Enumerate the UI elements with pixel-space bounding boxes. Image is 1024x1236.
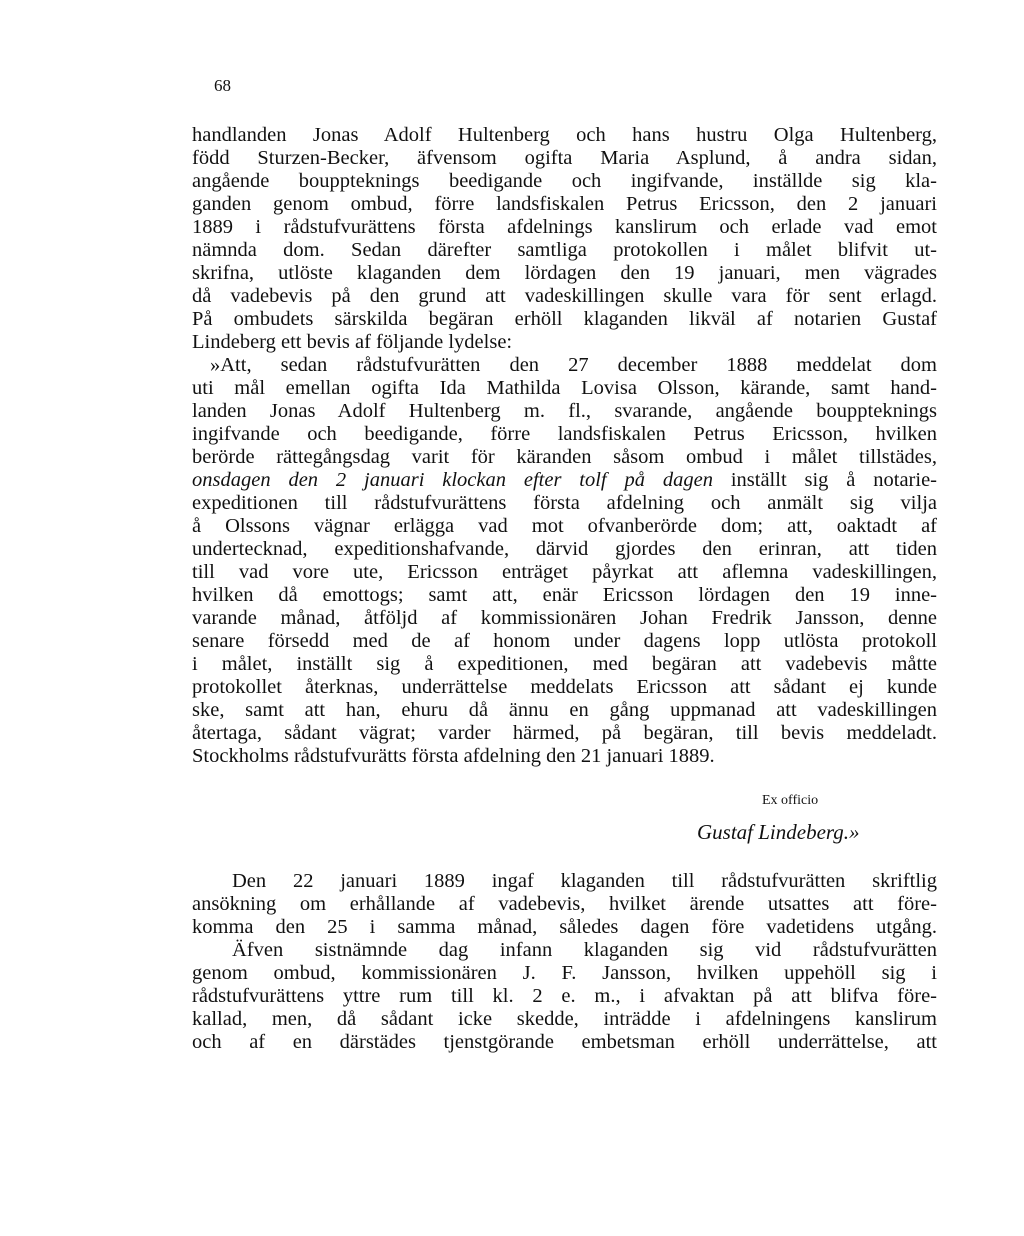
text-line: och af en därstädes tjenstgörande embetsman erhöll underrättelse, att [192,1031,937,1053]
text-line: komma den 25 i samma månad, således dagen före vadetidens utgång. [192,916,937,938]
text-line: handlanden Jonas Adolf Hultenberg och hans hustru Olga Hultenberg, [192,124,937,146]
text-line: född Sturzen-Becker, äfvensom ogifta Maria Asplund, å andra sidan, [192,147,937,169]
quote-line: till vad vore ute, Ericsson enträget påyrkat att aflemna vadeskillingen, [192,561,937,583]
quote-line: uti mål emellan ogifta Ida Mathilda Lovisa Olsson, kärande, samt hand- [192,377,937,399]
quote-line-italic [192,469,937,492]
quote-line: landen Jonas Adolf Hultenberg m. fl., svarande, angående bouppteknings [192,400,937,422]
quote-line: ske, samt att han, ehuru då ännu en gång uppmanad att vadeskillingen [192,699,937,721]
text-line: Den 22 januari 1889 ingaf klaganden till rådstufvurätten skriftlig [232,870,937,892]
text-line: angående bouppteknings beedigande och ingifvande, inställde sig kla- [192,170,937,192]
page-number: 68 [214,76,231,95]
text-line: Äfven sistnämnde dag infann klaganden sig vid rådstufvurätten [232,939,937,961]
quote-line: varande månad, åtföljd af kommissionären Johan Fredrik Jansson, denne [192,607,937,629]
text-line: ansökning om erhållande af vadebevis, hvilket ärende utsattes att före- [192,893,937,915]
quote-line-rest: inställt sig å notarie- [712,469,937,491]
quote-line: senare försedd med de af honom under dagens lopp utlösta protokoll [192,630,937,652]
quote-line: hvilken då emottogs; samt att, enär Ericsson lördagen den 19 inne- [192,584,937,606]
quote-line: återtaga, sådant vägrat; varder härmed, på begäran, till bevis meddeladt. [192,722,937,744]
signature-title: Ex officio [762,793,819,808]
text-line: 1889 i rådstufvurättens första afdelnings kanslirum och erlade vad emot [192,216,937,238]
signature-name: Gustaf Lindeberg.» [697,820,860,844]
text-line: nämnda dom. Sedan därefter samtliga protokollen i målet blifvit ut- [192,239,937,261]
text-line: kallad, men, då sådant icke skedde, inträdde i afdelningens kanslirum [192,1008,937,1030]
text-line: Lindeberg ett bevis af följande lydelse: [192,331,513,353]
text-line: genom ombud, kommissionären J. F. Jansson, hvilken uppehöll sig i [192,962,937,984]
quote-line: »Att, sedan rådstufvurätten den 27 december 1888 meddelat dom [210,354,937,376]
quote-line: ingifvande och beedigande, förre landsfiskalen Petrus Ericsson, hvilken [192,423,937,445]
text-line: rådstufvurättens yttre rum till kl. 2 e. m., i afvaktan på att blifva före- [192,985,937,1007]
quote-line: undertecknad, expeditionshafvande, därvid gjordes den erinran, att tiden [192,538,937,560]
text-line: då vadebevis på den grund att vadeskillingen skulle vara för sent erlagd. [192,285,937,307]
quote-line: expeditionen till rådstufvurättens första afdelning och anmält sig vilja [192,492,937,514]
quote-line: protokollet återknas, underrättelse meddelats Ericsson att sådant ej kunde [192,676,937,698]
quote-line: Stockholms rådstufvurätts första afdelning den 21 januari 1889. [192,745,715,767]
italic-date-phrase: onsdagen den 2 januari klockan efter tolf på dagen [192,469,713,491]
quote-line: berörde rättegångsdag varit för käranden såsom ombud i målet tillstädes, [192,446,937,468]
text-line: ganden genom ombud, förre landsfiskalen Petrus Ericsson, den 2 januari [192,193,937,215]
quote-line: å Olssons vägnar erlägga vad mot ofvanberörde dom; att, oaktadt af [192,515,937,537]
text-line: skrifna, utlöste klaganden dem lördagen den 19 januari, men vägrades [192,262,937,284]
text-line: På ombudets särskilda begäran erhöll klaganden likväl af notarien Gustaf [192,308,937,330]
quote-line: i målet, inställt sig å expeditionen, med begäran att vadebevis måtte [192,653,937,675]
